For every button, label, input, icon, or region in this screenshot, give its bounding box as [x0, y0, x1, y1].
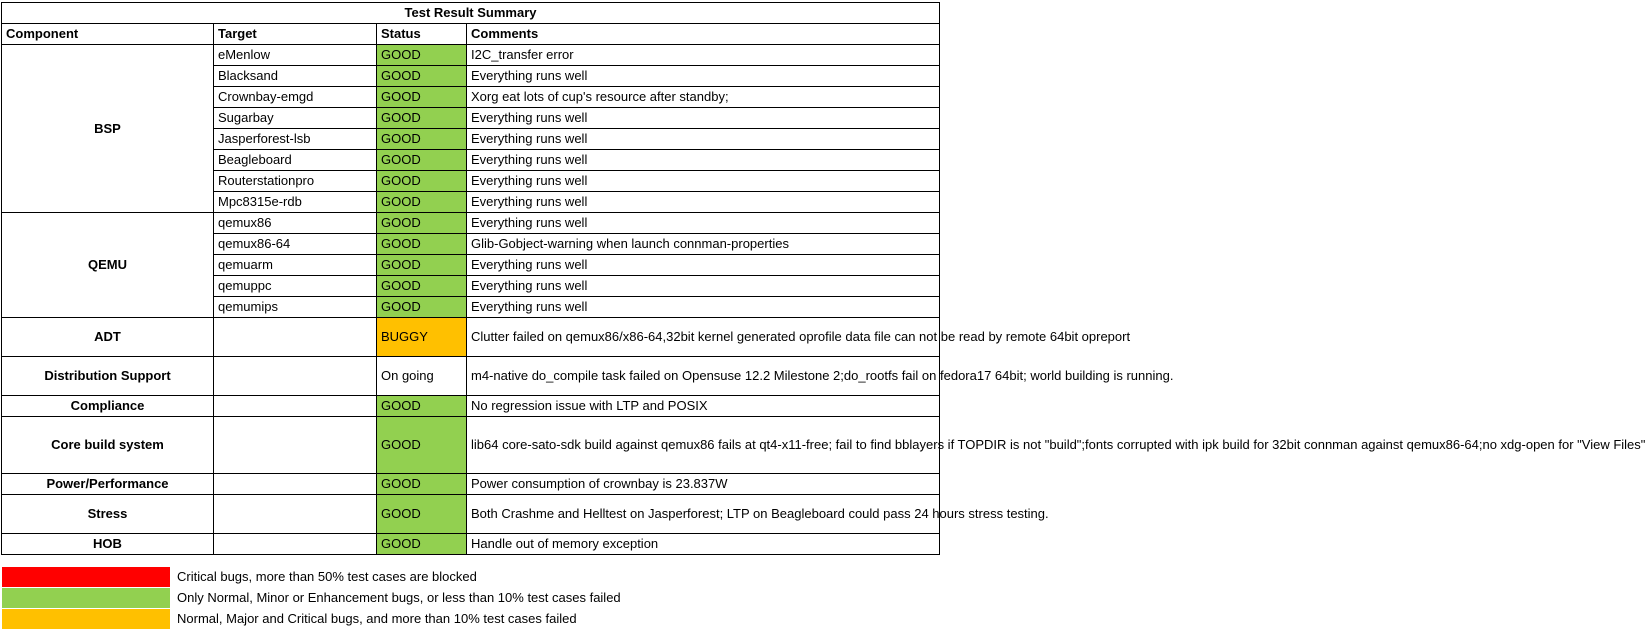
target-cell: Jasperforest-lsb	[214, 129, 377, 150]
legend-label: Normal, Major and Critical bugs, and more than 10% test cases failed	[177, 611, 577, 626]
status-cell: GOOD	[377, 213, 467, 234]
target-cell	[214, 396, 377, 417]
status-cell: GOOD	[377, 45, 467, 66]
status-cell: GOOD	[377, 234, 467, 255]
table-row	[2, 474, 940, 495]
status-cell: GOOD	[377, 495, 467, 534]
test-result-summary-table	[1, 2, 1645, 555]
table-row	[2, 495, 940, 534]
target-cell: qemumips	[214, 297, 377, 318]
target-cell: Routerstationpro	[214, 171, 377, 192]
status-cell: GOOD	[377, 297, 467, 318]
comment-cell: Everything runs well	[467, 213, 940, 234]
component-cell-distribution-support: Distribution Support	[2, 357, 214, 396]
target-cell	[214, 495, 377, 534]
legend-swatch-red	[2, 567, 170, 587]
status-cell: GOOD	[377, 108, 467, 129]
column-header-component: Component	[2, 24, 214, 45]
status-cell: GOOD	[377, 396, 467, 417]
comment-cell: Everything runs well	[467, 108, 940, 129]
target-cell: qemuarm	[214, 255, 377, 276]
status-cell: GOOD	[377, 255, 467, 276]
target-cell: Sugarbay	[214, 108, 377, 129]
target-cell: Blacksand	[214, 66, 377, 87]
status-cell: GOOD	[377, 276, 467, 297]
comment-cell: lib64 core-sato-sdk build against qemux86 fails at qt4-x11-free; fail to find bblayers if TOPDIR is not "build";fonts corrupted with ipk build for 32bit connman against qemux86-64;no xdg-open for "View Files"	[467, 417, 940, 474]
table-row	[2, 45, 940, 66]
legend-item-critical	[0, 567, 940, 587]
comment-cell: Power consumption of crownbay is 23.837W	[467, 474, 940, 495]
target-cell	[214, 318, 377, 357]
component-cell-power-performance: Power/Performance	[2, 474, 214, 495]
comment-cell: I2C_transfer error	[467, 45, 940, 66]
status-cell: GOOD	[377, 417, 467, 474]
comment-cell: Both Crashme and Helltest on Jasperforest; LTP on Beagleboard could pass 24 hours stress testing.	[467, 495, 940, 534]
component-cell-core-build-system: Core build system	[2, 417, 214, 474]
component-cell-qemu: QEMU	[2, 213, 214, 318]
status-cell: GOOD	[377, 66, 467, 87]
table-row	[2, 318, 940, 357]
comment-cell: Everything runs well	[467, 276, 940, 297]
component-cell-bsp: BSP	[2, 45, 214, 213]
comment-cell: Everything runs well	[467, 171, 940, 192]
target-cell: Crownbay-emgd	[214, 87, 377, 108]
comment-cell: Clutter failed on qemux86/x86-64,32bit kernel generated oprofile data file can not be read by remote 64bit opreport	[467, 318, 940, 357]
target-cell	[214, 417, 377, 474]
component-cell-stress: Stress	[2, 495, 214, 534]
comment-cell: Everything runs well	[467, 66, 940, 87]
status-cell: GOOD	[377, 534, 467, 555]
column-header-status: Status	[377, 24, 467, 45]
legend-swatch-green	[2, 588, 170, 608]
status-cell: GOOD	[377, 474, 467, 495]
legend-label: Critical bugs, more than 50% test cases are blocked	[177, 569, 477, 584]
comment-cell: m4-native do_compile task failed on Opensuse 12.2 Milestone 2;do_rootfs fail on fedora17 64bit; world building is running.	[467, 357, 940, 396]
comment-cell: Everything runs well	[467, 297, 940, 318]
target-cell	[214, 474, 377, 495]
table-row	[2, 396, 940, 417]
target-cell: qemuppc	[214, 276, 377, 297]
target-cell: Mpc8315e-rdb	[214, 192, 377, 213]
comment-cell: Everything runs well	[467, 150, 940, 171]
column-header-comments: Comments	[467, 24, 940, 45]
column-header-target: Target	[214, 24, 377, 45]
status-cell: GOOD	[377, 150, 467, 171]
target-cell: qemux86	[214, 213, 377, 234]
status-cell: GOOD	[377, 87, 467, 108]
status-cell: BUGGY	[377, 318, 467, 357]
legend-item-normal	[0, 588, 940, 608]
comment-cell: No regression issue with LTP and POSIX	[467, 396, 940, 417]
status-cell: GOOD	[377, 192, 467, 213]
legend-item-major	[0, 609, 940, 629]
status-cell: On going	[377, 357, 467, 396]
table-title: Test Result Summary	[2, 3, 940, 24]
comment-cell: Glib-Gobject-warning when launch connman-properties	[467, 234, 940, 255]
target-cell	[214, 534, 377, 555]
component-cell-hob: HOB	[2, 534, 214, 555]
legend-label: Only Normal, Minor or Enhancement bugs, or less than 10% test cases failed	[177, 590, 621, 605]
target-cell	[214, 357, 377, 396]
header-row	[2, 24, 940, 45]
comment-cell: Everything runs well	[467, 192, 940, 213]
target-cell: qemux86-64	[214, 234, 377, 255]
table-row	[2, 357, 940, 396]
comment-cell: Handle out of memory exception	[467, 534, 940, 555]
table-row	[2, 213, 940, 234]
target-cell: eMenlow	[214, 45, 377, 66]
component-cell-compliance: Compliance	[2, 396, 214, 417]
comment-cell: Xorg eat lots of cup's resource after standby;	[467, 87, 940, 108]
table-row	[2, 417, 940, 474]
comment-cell: Everything runs well	[467, 129, 940, 150]
status-cell: GOOD	[377, 129, 467, 150]
component-cell-adt: ADT	[2, 318, 214, 357]
comment-cell: Everything runs well	[467, 255, 940, 276]
table-row	[2, 534, 940, 555]
target-cell: Beagleboard	[214, 150, 377, 171]
legend-swatch-orange	[2, 609, 170, 629]
status-cell: GOOD	[377, 171, 467, 192]
